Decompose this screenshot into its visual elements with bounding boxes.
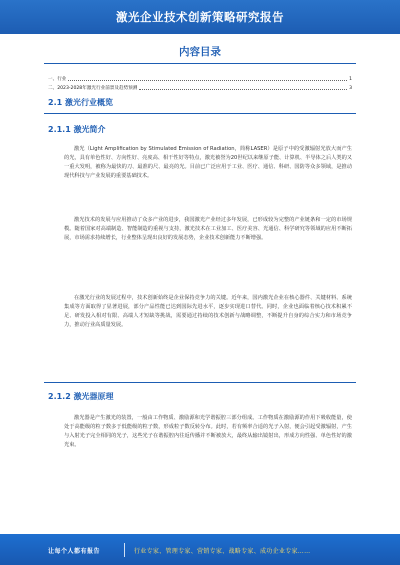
section-divider — [44, 382, 356, 383]
toc-title: 内容目录 — [179, 46, 221, 58]
toc-item-1[interactable] — [48, 76, 352, 82]
section-heading-2-1: 2.1 激光行业概览 — [48, 98, 113, 107]
footer-slogan: 让每个人都有报告 — [48, 548, 101, 555]
section-heading-2-1-1: 2.1.1 激光简介 — [48, 125, 106, 134]
footer-bar — [0, 534, 400, 565]
header-banner — [0, 0, 400, 34]
paragraph-industry: 激光技术的发展与应用推动了众多产业的进步，我国激光产业经过多年发展，已形成较为完整的产业链条和一定的市场规模。随着国家对高端制造、智能制造的重视与支持，激光技术在工业加工、医疗美容、光通信、科学研究等领域的应用不断拓展，市场需求持续增长，行业整体呈现出良好的发展态势，企业技术创新能力不断增强。 — [64, 217, 352, 241]
toc-item-page: 1 — [349, 77, 352, 82]
paragraph-principle: 激光器是产生激光的装置，一般由工作物质、激励源和光学谐振腔三部分组成。工作物质在激励源的作用下吸收能量，使处于高能级的粒子数多于低能级的粒子数，形成粒子数反转分布。此时，若有频率合适的光子入射，便会引起受激辐射，产生与入射光子完全相同的光子，这些光子在谐振腔内往返传播并不断被放大，最终从输出镜射出，形成方向性强、单色性好的激光束。 — [64, 415, 352, 448]
toc-item-label: 一、行业 — [48, 77, 67, 82]
section-divider — [44, 113, 356, 114]
paragraph-innovation: 在激光行业的发展过程中，技术创新始终是企业保持竞争力的关键。近年来，国内激光企业在核心器件、关键材料、系统集成等方面取得了显著进展，部分产品性能已达到国际先进水平，逐步实现进口替代。同时，企业也面临着核心技术积累不足、研发投入相对有限、高端人才短缺等挑战，需要通过持续的技术创新与战略调整，不断提升自身的综合实力和市场竞争力，推动行业高质量发展。 — [64, 295, 352, 328]
paragraph-intro: 激光（Light Amplification by Stimulated Emission of Radiation，简称LASER）是原子中的受激辐射光放大而产生的光，具有单色性好、方向性好、亮度高、相干性好等特点，激光被誉为20世纪以来继原子能、计算机、半导体之后人类的又一重大发明，被称为最快的刀、最准的尺、最亮的光。目前已广泛应用于工业、医疗、通信、科研、国防等众多领域，是推动现代科技与产业发展的重要基础技术。 — [64, 146, 352, 179]
toc-divider — [44, 63, 356, 64]
footer-divider — [124, 543, 125, 557]
toc-item-page: 3 — [349, 86, 352, 91]
toc-item-2[interactable] — [48, 85, 352, 91]
toc-leader-dots — [139, 88, 347, 90]
toc-leader-dots — [68, 79, 347, 81]
section-heading-2-1-2: 2.1.2 激光器原理 — [48, 392, 114, 401]
footer-experts: 行业专家、管理专家、营销专家、战略专家、成功企业专家…… — [134, 548, 311, 555]
toc-item-label: 二、2023-2028年激光行业前景及趋势预测 — [48, 86, 138, 91]
report-title: 激光企业技术创新策略研究报告 — [116, 10, 284, 24]
